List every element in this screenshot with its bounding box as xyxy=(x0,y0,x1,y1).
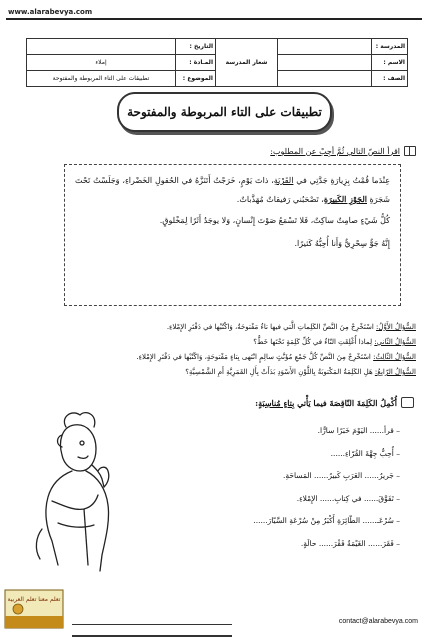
topic-label: الموضوع : xyxy=(176,71,216,87)
reading-passage xyxy=(64,164,401,306)
underlined-word: الجَوْزِ الكَبيرَةِ xyxy=(323,194,367,204)
site-logo xyxy=(4,589,64,629)
passage-paragraph-2: كُلُّ شَيْءٍ صامِتٌ ساكِتٌ، فَلا تَسْمَعُ صَوْتَ إِنْسانٍ، وَلا يوجَدُ أَثَرًا لِمَخْلوقٍ. xyxy=(159,216,390,225)
sentence-item[interactable]: – أُحِبُّ جِهَّةَ القُرّاءِ...... xyxy=(330,448,400,458)
sentence-item[interactable]: – سُرْعَـ...... الطّائِرَةِ أَكْبَرُ مِنْ سُرْعَةِ السَّيّارَ...... xyxy=(253,516,400,525)
sentence-item[interactable]: – جَريرٌ...... العَرَبِ كَبيرُ...... المَساحَةِ. xyxy=(282,471,400,480)
passage-paragraph-3: إِنَّهُ جَوٌّ سِحْرِيٌّ وَأَنا أُحِبُّهُ كَثيرًا. xyxy=(294,239,390,248)
passage-paragraph-1 xyxy=(75,171,390,209)
question-label: السُّؤالُ الرّابِعُ: xyxy=(374,368,416,376)
school-field[interactable] xyxy=(278,39,372,55)
worksheet-header xyxy=(26,38,408,87)
subject-value: إملاء xyxy=(27,55,176,71)
topic-value: تطبيقات على التاء المربوطة والمفتوحة xyxy=(27,71,176,87)
question-item xyxy=(14,320,416,335)
sentence-item[interactable]: – تَفَوَّقَ...... في كِتابِ...... الإِمْلاءِ. xyxy=(296,493,400,503)
pointing-hand-icon xyxy=(401,397,414,408)
name-field[interactable] xyxy=(278,55,372,71)
question-label: السُّؤالُ الأَوَّلُ: xyxy=(376,323,416,331)
exercise-heading xyxy=(194,397,414,408)
footer-bar xyxy=(72,624,232,637)
date-field[interactable] xyxy=(27,39,176,55)
school-logo-placeholder: شعار المدرسة xyxy=(216,39,278,87)
class-label: الصف : xyxy=(372,71,408,87)
sentence-item[interactable]: – قرأ...... اليَوْمَ خَبَرًا سارًّا. xyxy=(317,426,400,435)
questions-list xyxy=(14,320,416,380)
exercise-heading-colon: : xyxy=(255,397,259,408)
school-label: المدرسة : xyxy=(372,39,408,55)
logo-text: تعلم معنا تعلم العربية xyxy=(7,596,61,603)
question-item xyxy=(14,335,416,350)
site-url: www.alarabevya.com xyxy=(8,8,93,16)
name-label: الاسم : xyxy=(372,55,408,71)
contact-email[interactable]: contact@alarabevya.com xyxy=(338,618,418,625)
question-item xyxy=(14,365,416,380)
fill-in-sentences xyxy=(170,420,400,555)
date-label: التاريخ : xyxy=(176,39,216,55)
exercise-heading-emphasis: بِتاءٍ مُناسِبَةٍ xyxy=(258,397,295,408)
passage-text: ، ذاتَ يَوْمٍ، خَرَجْتُ أَتَنَزَّهُ في الحُقولِ الخَضْراءِ، وَجَلَسْتُ تَحْتَ شَجَرَةِ xyxy=(75,176,390,204)
sentence-item[interactable]: – فَقَرَ...... الغَيْمَةُ فَقْرَ...... حالَةٍ. xyxy=(300,538,400,548)
worksheet-title: تطبيقات على التاء المربوطة والمفتوحة xyxy=(117,92,332,132)
top-divider xyxy=(6,18,422,20)
reading-instruction xyxy=(116,146,416,156)
question-label: السُّؤالُ الثّالِثُ: xyxy=(373,353,416,361)
book-icon xyxy=(404,146,416,156)
class-field[interactable] xyxy=(278,71,372,87)
question-text: هَلِ الكَلِمَةُ المَكْتوبَةُ بِاللَّوْنِ الأَسْوَدِ بَدَأَتْ بِأَلِ القَمَرِيَّةِ أَمِ الشَّمْسِيَّةِ؟ xyxy=(185,368,375,376)
question-text: اسْتَخْرِجْ مِنَ النَّصِّ الكَلِماتِ الَّتي فيها تاءٌ مَفْتوحَةٌ، وَاكْتُبْها في دَفْتَرِ الإِمْلاءِ. xyxy=(166,323,377,331)
question-item xyxy=(14,350,416,365)
question-text: اسْتَخْرِجْ مِنَ النَّصِّ كُلَّ جَمْعِ مُؤَنَّثٍ سالِمٍ انْتَهى بِتاءٍ مَفْتوحَةٍ، وَاكْتُبْها في دَفْتَرِ الإِمْلاءِ. xyxy=(136,353,374,361)
passage-text: عِنْدَما قُمْتُ بِزِيارَةِ جَدَّتِي في xyxy=(293,176,390,185)
passage-text: ، تَصْحَبُني رَفيقاتٌ مُهَذَّباتٌ. xyxy=(236,195,324,204)
instruction-text: اقرأ النصّ التالي ثُمَّ أجِبْ عن المطلوب: xyxy=(270,146,400,156)
question-label: السُّؤالُ الثّاني: xyxy=(374,338,416,346)
underlined-word: القَرْيَةِ xyxy=(273,176,294,185)
exercise-heading-text: أُكْمِلُ الكَلِمَةَ النّاقِصَةَ فيما يَأْتي xyxy=(294,397,397,408)
subject-label: المـادة : xyxy=(176,55,216,71)
question-text: لِماذا أُغْلِقَتِ التّاءُ في كُلِّ كَلِمَةٍ تَحْتَها خَطٌّ؟ xyxy=(253,338,375,346)
thinking-person-illustration xyxy=(22,405,142,575)
